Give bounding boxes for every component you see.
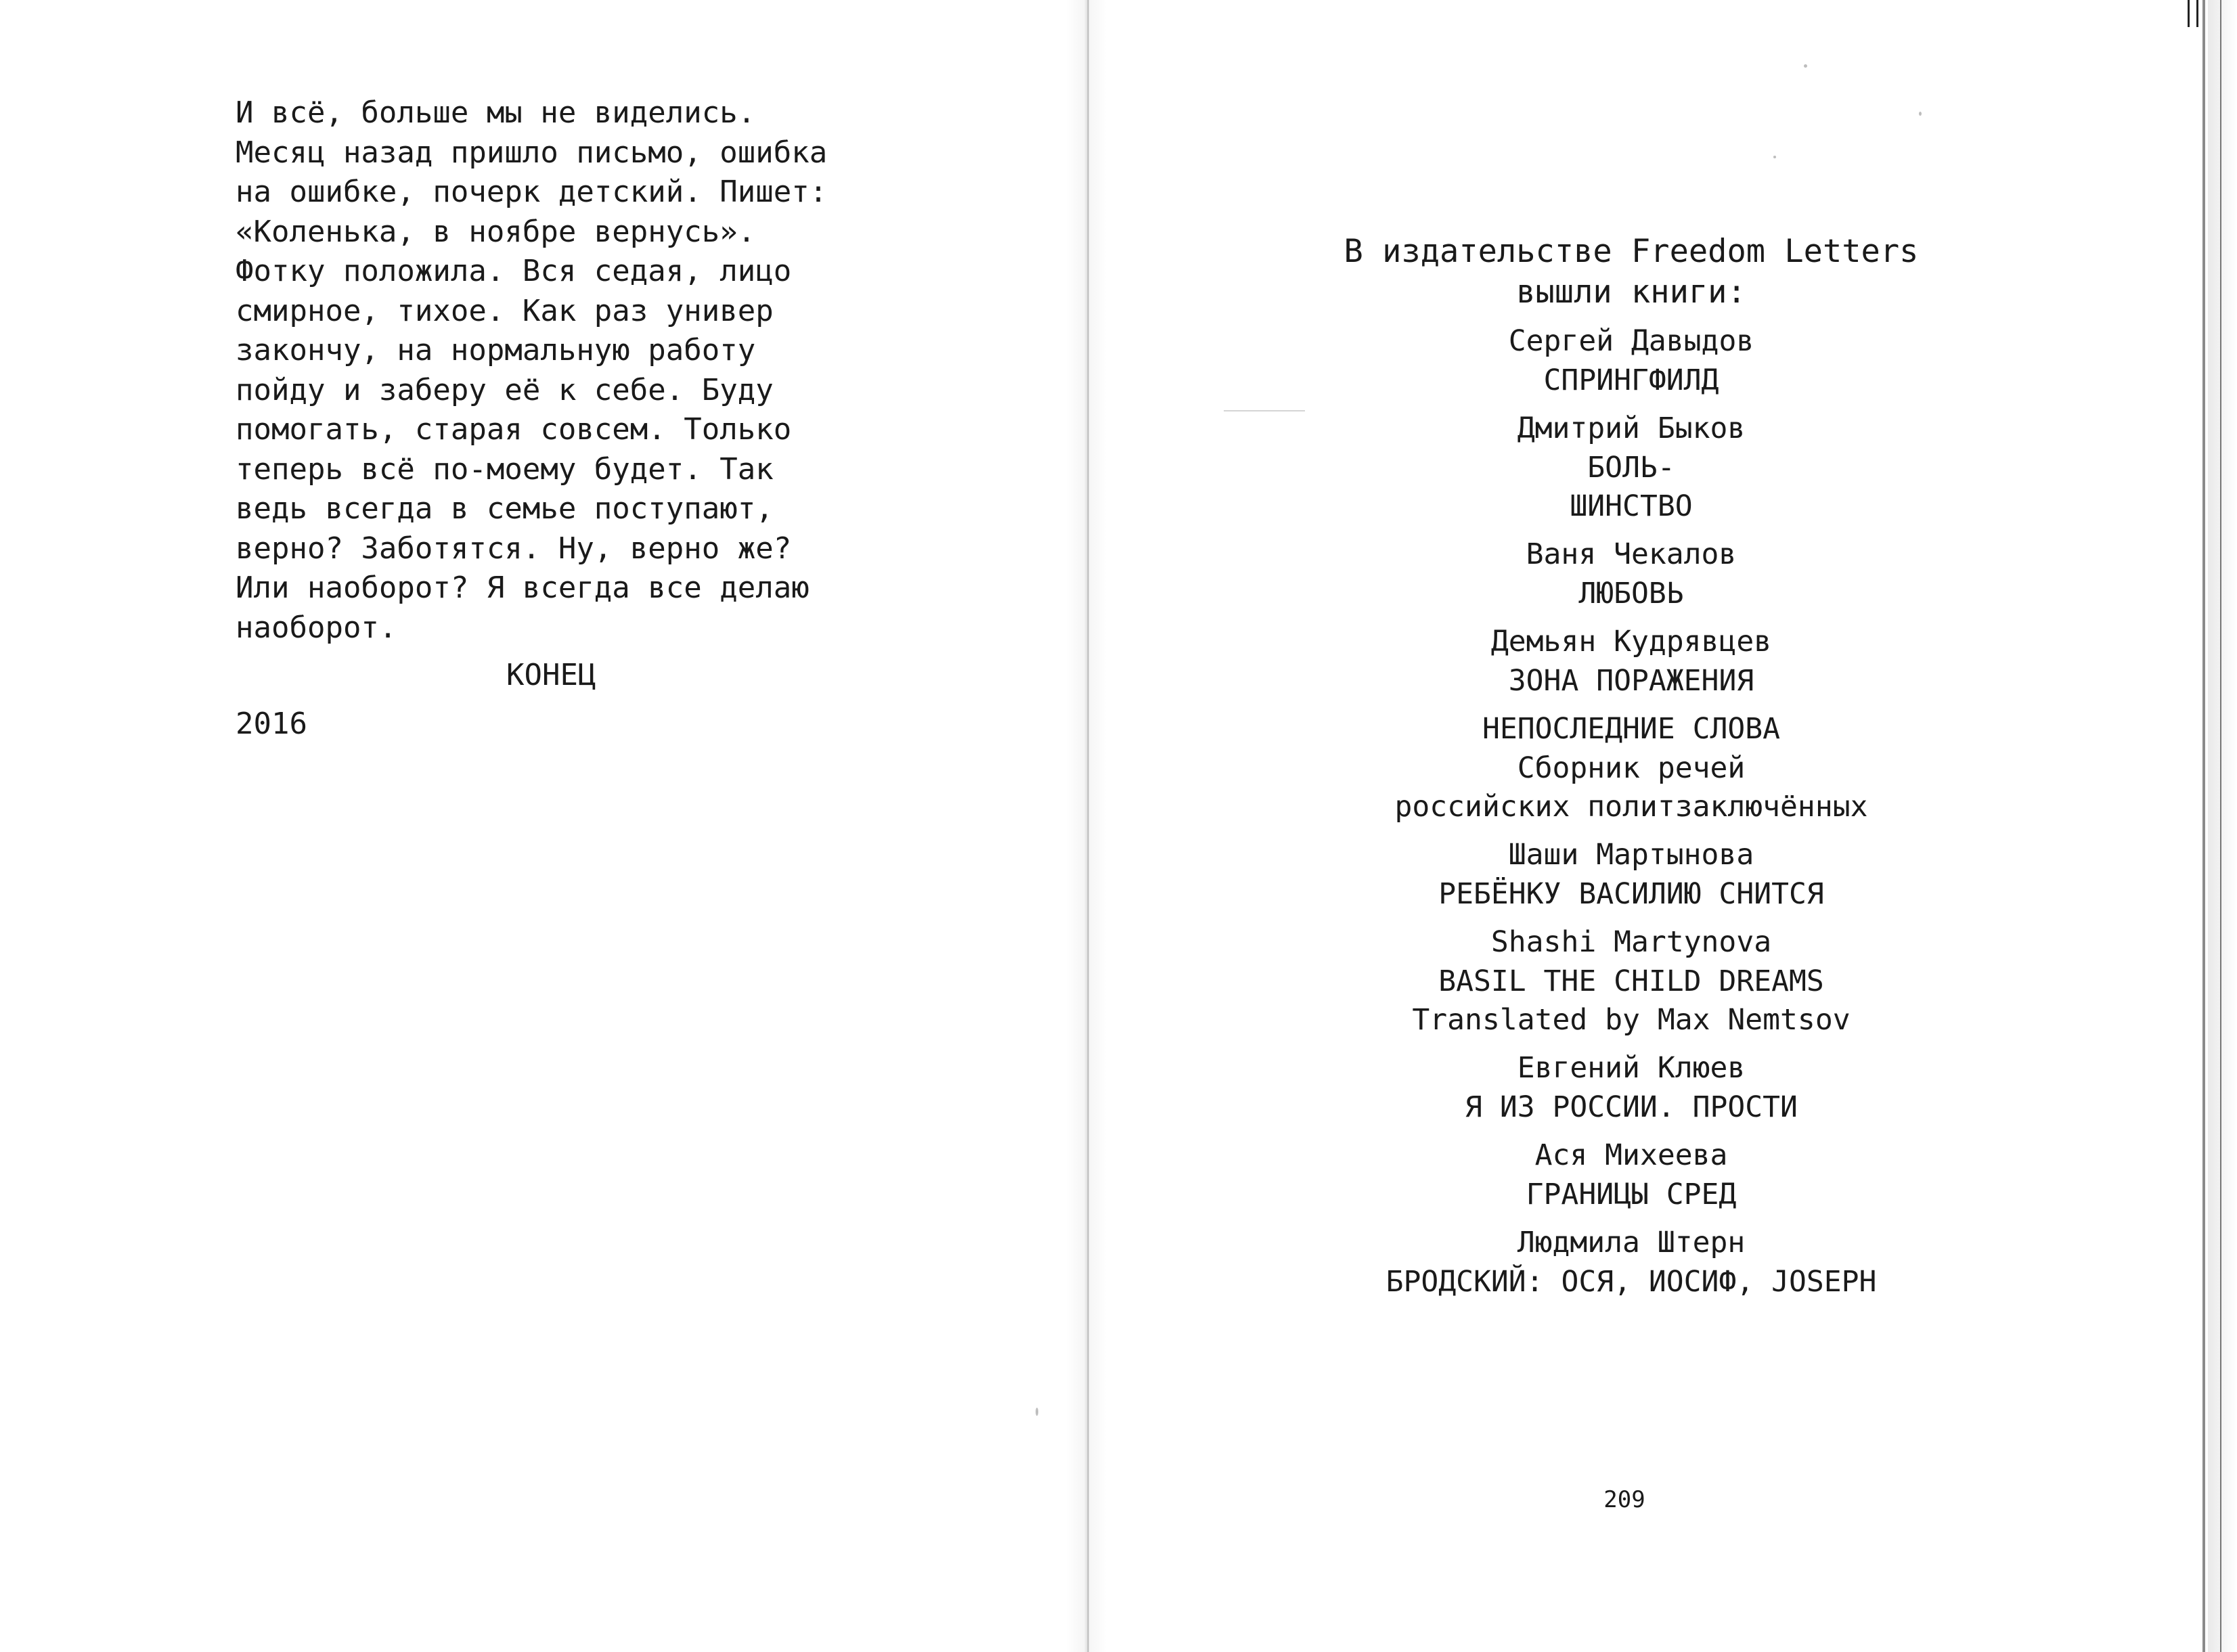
book-title: Я ИЗ РОССИИ. ПРОСТИ	[1465, 1090, 1798, 1124]
book-title: ЛЮБОВЬ	[1578, 577, 1684, 610]
text-line: Фотку положила. Вся седая, лицо	[236, 254, 792, 288]
scan-speck	[1919, 112, 1922, 116]
text-line: верно? Заботятся. Ну, верно же?	[236, 531, 792, 566]
book-title: ШИНСТВО	[1570, 489, 1693, 523]
text-line: И всё, больше мы не виделись.	[236, 95, 756, 130]
book-author: Shashi Martynova	[1490, 925, 1772, 959]
book-entry	[1272, 621, 1990, 700]
text-line: закончу, на нормальную работу	[236, 333, 756, 367]
text-line: на ошибке, почерк детский. Пишет:	[236, 175, 828, 209]
book-translator: Translated by Max Nemtsov	[1412, 1003, 1851, 1037]
book-entry	[1272, 834, 1990, 914]
text-line: ведь всегда в семье поступают,	[236, 491, 774, 526]
book-entry	[1272, 709, 1990, 826]
text-line: наоборот.	[236, 610, 397, 645]
scan-speck	[1036, 1408, 1038, 1416]
right-page	[1272, 231, 1990, 1301]
gutter-shadow	[1066, 0, 1107, 1652]
book-title: BASIL THE CHILD DREAMS	[1438, 964, 1824, 998]
page-edge-line	[2202, 0, 2205, 1652]
intro-line: В издательстве Freedom Letters	[1344, 233, 1919, 270]
scan-speck	[1804, 64, 1807, 68]
book-title: ГРАНИЦЫ СРЕД	[1526, 1178, 1737, 1211]
story-paragraph	[236, 93, 899, 648]
book-author: Шаши Мартынова	[1508, 838, 1754, 872]
book-subtitle: Сборник речей	[1517, 751, 1746, 785]
book-subtitle: российских политзаключённых	[1394, 790, 1868, 824]
book-entry	[1272, 408, 1990, 526]
book-author: Ваня Чекалов	[1526, 537, 1737, 571]
text-line: помогать, старая совсем. Только	[236, 412, 792, 447]
book-author: Евгений Клюев	[1517, 1051, 1746, 1085]
page-number: 209	[1603, 1486, 1645, 1513]
page-edge-line-outer	[2220, 0, 2221, 1652]
book-entry	[1272, 321, 1990, 400]
book-title: ЗОНА ПОРАЖЕНИЯ	[1508, 664, 1754, 698]
text-line: смирное, тихое. Как раз универ	[236, 293, 774, 328]
book-entry	[1272, 534, 1990, 613]
book-title: СПРИНГФИЛД	[1543, 363, 1719, 397]
text-line: Месяц назад пришло письмо, ошибка	[236, 135, 828, 170]
scan-speck	[1773, 156, 1776, 158]
book-author: Ася Михеева	[1534, 1138, 1728, 1172]
ending-label: КОНЕЦ	[506, 658, 596, 692]
book-title: БОЛЬ-	[1587, 451, 1675, 485]
book-author: Демьян Кудрявцев	[1490, 625, 1772, 658]
book-title: РЕБЁНКУ ВАСИЛИЮ СНИТСЯ	[1438, 877, 1824, 911]
intro-line: вышли книги:	[1516, 273, 1746, 311]
text-line: Или наоборот? Я всегда все делаю	[236, 571, 810, 605]
text-line: теперь всё по-моему будет. Так	[236, 451, 774, 487]
book-author: Сергей Давыдов	[1508, 324, 1754, 358]
text-line: «Коленька, в ноябре вернусь».	[236, 214, 756, 249]
page-edge-shade	[2208, 0, 2237, 1652]
book-entry	[1272, 922, 1990, 1040]
scan-speck	[1224, 410, 1305, 411]
book-title: НЕПОСЛЕДНИЕ СЛОВА	[1482, 712, 1781, 746]
book-entry	[1272, 1048, 1990, 1127]
book-author: Дмитрий Быков	[1517, 411, 1746, 445]
year-label: 2016	[236, 707, 307, 741]
text-line: пойду и заберу её к себе. Буду	[236, 372, 774, 407]
left-page	[236, 93, 899, 744]
book-entry	[1272, 1135, 1990, 1214]
book-title: БРОДСКИЙ: ОСЯ, ИОСИФ, JOSEPH	[1386, 1265, 1877, 1299]
gutter-fold	[1087, 0, 1089, 1652]
page-edge-marks	[2188, 0, 2198, 27]
book-entry	[1272, 1222, 1990, 1301]
book-author: Людмила Штерн	[1517, 1226, 1746, 1259]
